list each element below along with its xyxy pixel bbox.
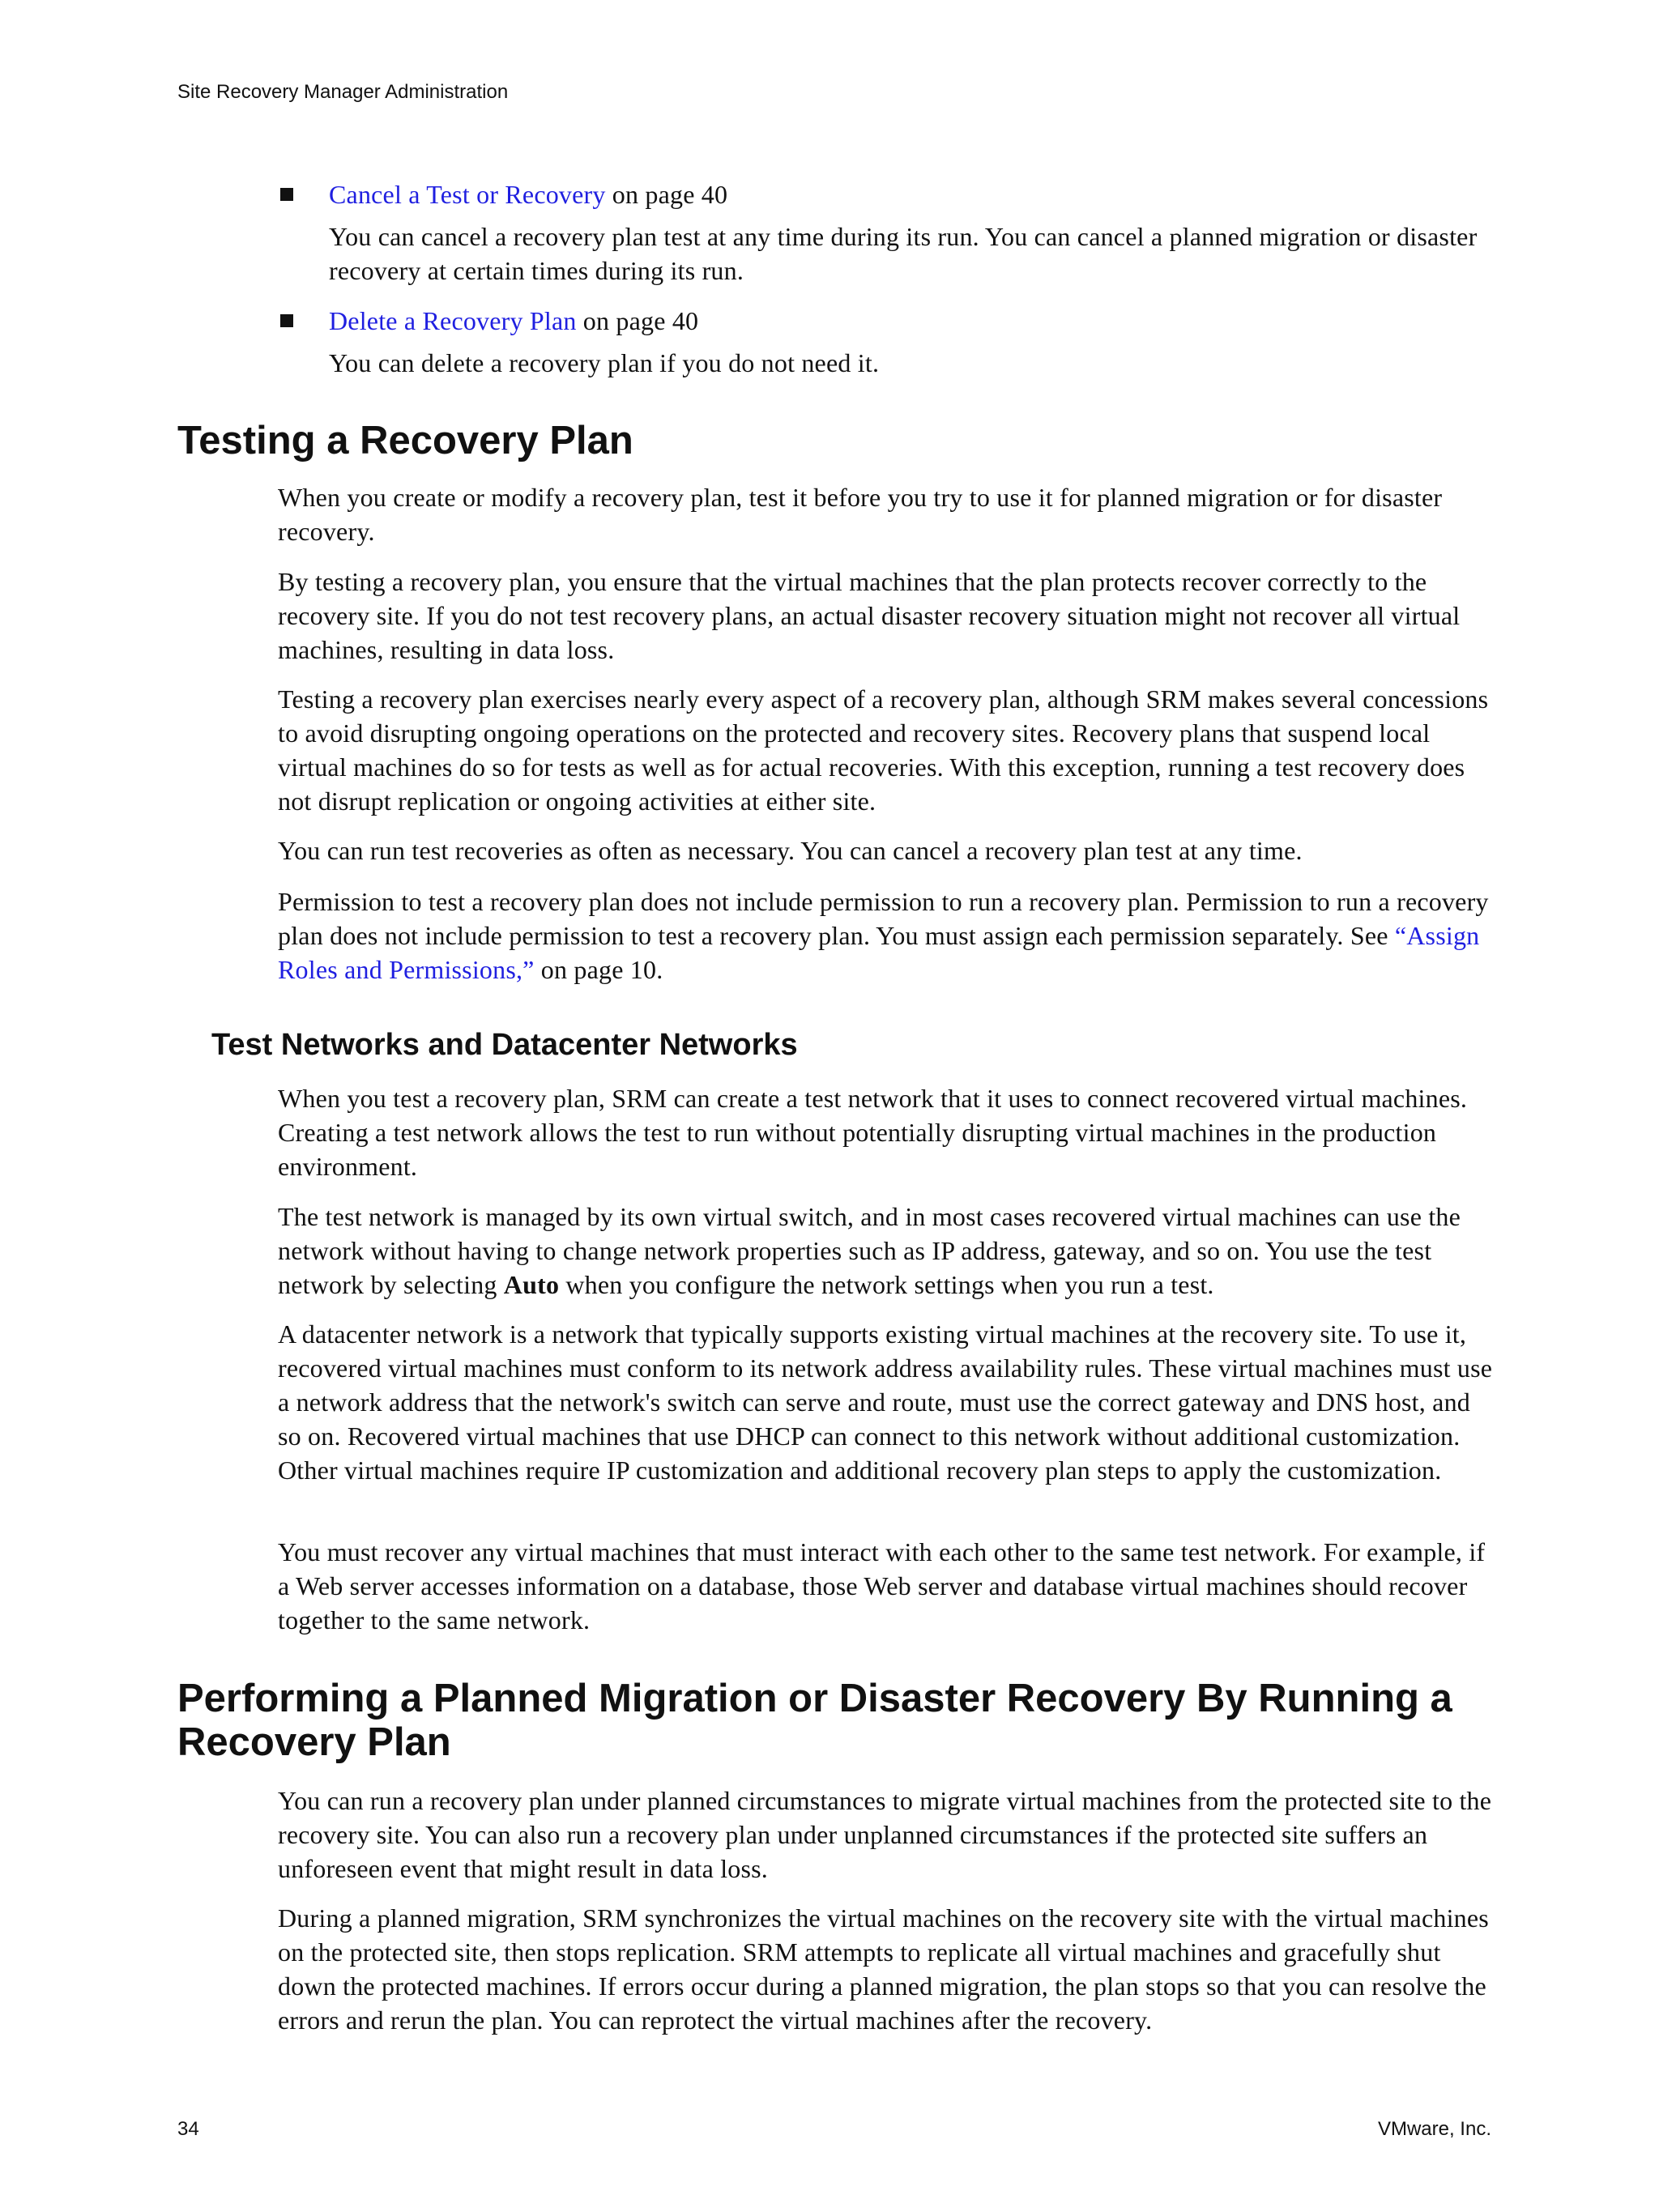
bullet-icon [280,188,293,201]
bullet-description: You can cancel a recovery plan test at any time during its run. You can cancel a planned migration or disaster recovery at certain times during its run. [329,222,1478,285]
paragraph: You can run a recovery plan under planned circumstances to migrate virtual machines from the protected site to the recovery site. You can also run a recovery plan under unplanned circumstances if the protected site suffers an unforeseen event that might result in data loss. [278,1786,1492,1883]
paragraph: You can run test recoveries as often as necessary. You can cancel a recovery plan test at any time. [278,836,1303,865]
paragraph: Testing a recovery plan exercises nearly every aspect of a recovery plan, although SRM makes several concessions to avoid disrupting ongoing operations on the protected and recovery sites. Recovery plans that suspend local virtual machines do so for tests as well as for actual recoveries. With this exception, running a test recovery does not disrupt replication or ongoing activities at either site. [278,684,1489,816]
footer-company: VMware, Inc. [1377,2118,1491,2140]
page-ref: on page 40 [576,306,699,335]
paragraph: The test network is managed by its own virtual switch, and in most cases recovered virtual machines can use the network without having to change network properties such as IP address, gateway, and so on. You use the test network by selecting Auto when you configure the network settings when you run a test. [278,1202,1461,1299]
paragraph: During a planned migration, SRM synchronizes the virtual machines on the recovery site with the virtual machines on the protected site, then stops replication. SRM attempts to replicate all virtual machines and gracefully shut down the protected machines. If errors occur during a planned migration, the plan stops so that you can resolve the errors and rerun the plan. You can reprotect the virtual machines after the recovery. [278,1903,1489,2035]
section-heading: Testing a Recovery Plan [177,419,633,462]
bullet-description: You can delete a recovery plan if you do not need it. [329,348,880,377]
running-header: Site Recovery Manager Administration [177,81,509,103]
page-ref: on page 40 [605,180,728,209]
paragraph: By testing a recovery plan, you ensure that the virtual machines that the plan protects recover correctly to the recovery site. If you do not test recovery plans, an actual disaster recovery situation might not recover all virtual machines, resulting in data loss. [278,567,1461,664]
delete-plan-link[interactable]: Delete a Recovery Plan [329,306,577,335]
subsection-heading: Test Networks and Datacenter Networks [211,1028,798,1062]
bullet-icon [280,314,293,327]
paragraph: When you test a recovery plan, SRM can create a test network that it uses to connect recovered virtual machines. Creating a test network allows the test to run without potentially disrupting virtual machines in the production environment. [278,1084,1468,1181]
bullet-item [329,177,1495,288]
page-number: 34 [177,2118,199,2140]
section-heading: Performing a Planned Migration or Disaster Recovery By Running a Recovery Plan [177,1677,1452,1764]
paragraph: Permission to test a recovery plan does not include permission to run a recovery plan. Permission to run a recovery plan does not include permission to test a recovery plan. You must assign each permission separately. See “Assign Roles and Permissions,” on page 10. [278,887,1489,984]
assign-roles-link[interactable]: “Assign Roles and Permissions,” [278,921,1480,984]
paragraph: When you create or modify a recovery plan, test it before you try to use it for planned migration or for disaster recovery. [278,483,1443,546]
cancel-test-link[interactable]: Cancel a Test or Recovery [329,180,606,209]
paragraph: You must recover any virtual machines that must interact with each other to the same test network. For example, if a Web server accesses information on a database, those Web server and database virtual machines should recover together to the same network. [278,1537,1486,1634]
bullet-item [329,304,1495,380]
paragraph: A datacenter network is a network that typically supports existing virtual machines at the recovery site. To use it, recovered virtual machines must conform to its network address availability rules. These virtual machines must use a network address that the network's switch can serve and route, must use the correct gateway and DNS host, and so on. Recovered virtual machines that use DHCP can connect to this network without additional customization. Other virtual machines require IP customization and additional recovery plan steps to apply the customization. [278,1319,1493,1485]
